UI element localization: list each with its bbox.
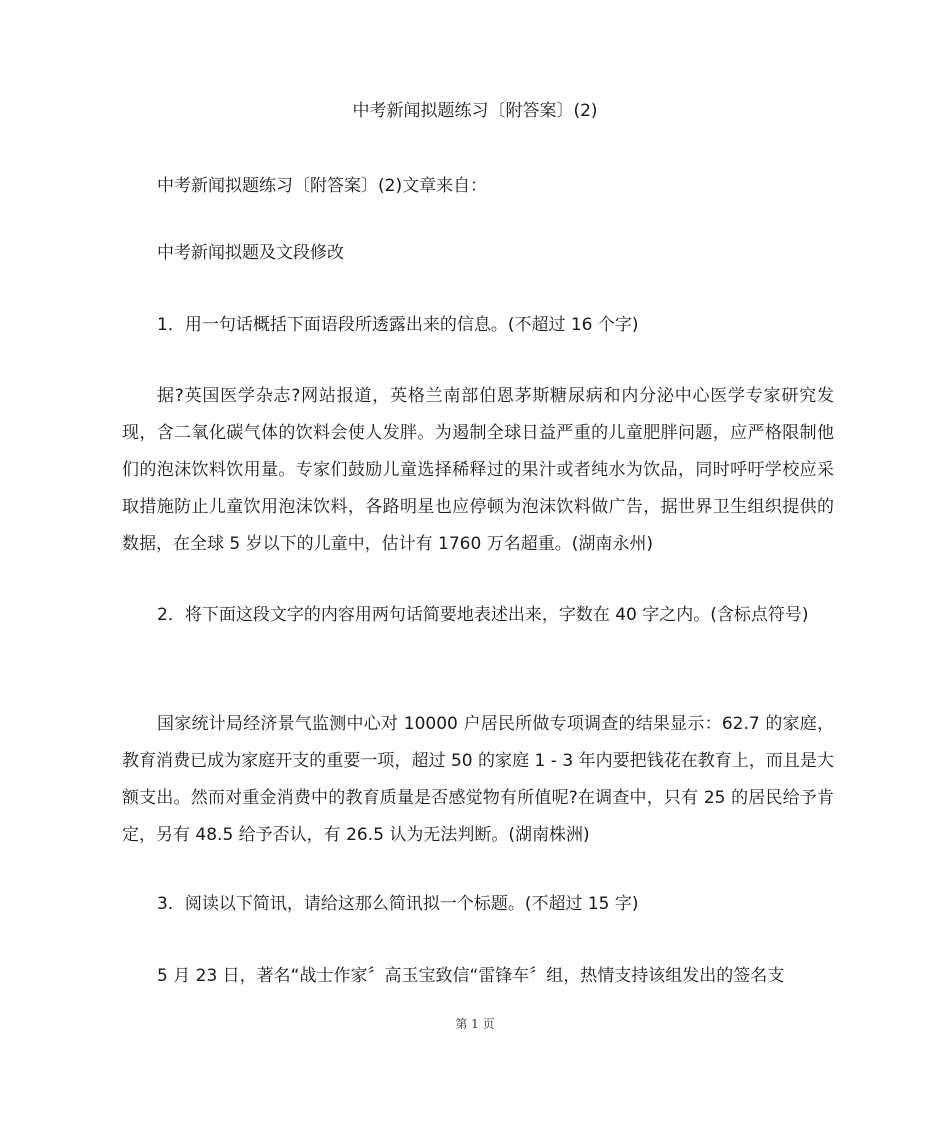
passage-2: 国家统计局经济景气监测中心对 10000 户居民所做专项调查的结果显示：62.7 的家庭，教育消费已成为家庭开支的重要一项，超过 50 的家庭 1 - 3 年内要把钱花在教育上，而且是大额支出。然而对重金消费中的教育质量是否感觉物有所值呢?在调查中，只有 25 的居民给予肯定，另有 48.5 给予否认，有 26.5 认为无法判断。(湖南株洲)	[122, 714, 834, 845]
passage-1: 据?英国医学杂志?网站报道，英格兰南部伯恩茅斯糖尿病和内分泌中心医学专家研究发现，含二氧化碳气体的饮料会使人发胖。为遏制全球日益严重的儿童肥胖问题，应严格限制他们的泡沫饮料饮用量。专家们鼓励儿童选择稀释过的果汁或者纯水为饮品，同时呼吁学校应采取措施防止儿童饮用泡沫饮料，各路明星也应停顿为泡沫饮料做广告，据世界卫生组织提供的数据，在全球 5 岁以下的儿童中，估计有 1760 万名超重。(湖南永州)	[122, 386, 834, 554]
source-line: 中考新闻拟题练习〔附答案〕(2)文章来自：	[157, 176, 488, 196]
page-number: 第 1 页	[455, 1017, 495, 1031]
passage-3: 5 月 23 日，著名“战士作家〞高玉宝致信“雷锋车〞组，热情支持该组发出的签名支	[157, 966, 785, 986]
section-heading: 中考新闻拟题及文段修改	[157, 243, 344, 263]
question-1: 1．用一句话概括下面语段所透露出来的信息。(不超过 16 个字)	[157, 315, 639, 335]
question-2: 2．将下面这段文字的内容用两句话简要地表述出来，字数在 40 字之内。(含标点符号)	[157, 605, 809, 625]
document-title: 中考新闻拟题练习〔附答案〕(2)	[352, 101, 598, 121]
question-3: 3．阅读以下简讯，请给这那么简讯拟一个标题。(不超过 15 字)	[157, 894, 639, 914]
